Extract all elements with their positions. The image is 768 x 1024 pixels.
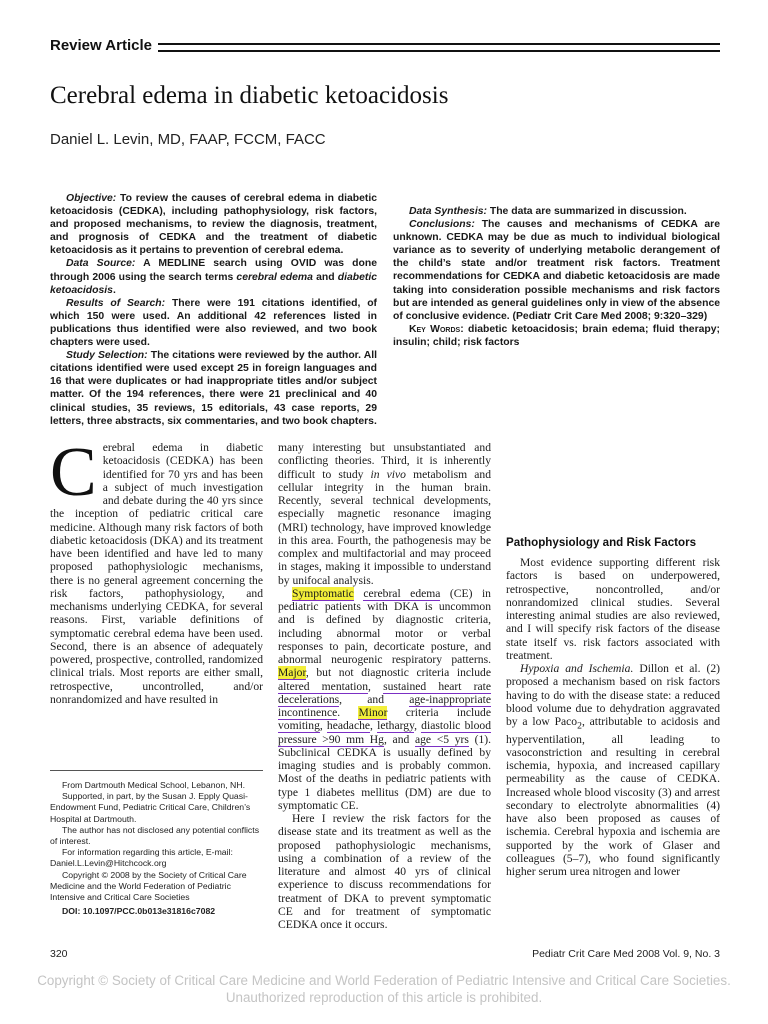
evidence-paragraph [506,556,720,662]
abstract-objective [50,192,377,257]
journal-info: Pediatr Crit Care Med 2008 Vol. 9, No. 3 [532,948,720,960]
synthesis-label: Data Synthesis: [409,206,487,217]
criteria-text: criteria include [405,706,491,719]
abstract-left-column [50,192,377,428]
underline-headache: headache [326,719,371,733]
study-text: The citations were reviewed by the author. All citations identified were used except 25 in foreign languages and 16 that were duplicates or had inappropriate titles and/or subject matter. Of the 194 references, there were 21 preclinical and 40 clinical studies, 35 reviews, 15 editorials, 43 case reports, 29 letters, three abstracts, six commentaries, and two book chapters. [50,350,378,427]
hypoxia-paragraph [506,662,720,878]
footnote-contact: For information regarding this article, E-mail: Daniel.L.Levin@Hitchcock.org [50,847,233,869]
abstract-study-selection [50,349,377,428]
study-label: Study Selection: [66,350,148,362]
criteria-text: , and [383,732,410,746]
col3-spacer [506,441,720,521]
results-text: There were 191 citations identified, of which 150 were used. An additional 42 references listed in publications thus identified were also reviewed, and two book chapters were used. [50,297,377,349]
body-column-3 [506,441,720,878]
abstract-right-column [393,205,720,349]
conclusions-label: Conclusions: [409,219,475,231]
highlight-minor: Minor [358,706,388,719]
underline-incontinence: age-inappropriate incontinence [278,692,491,719]
data-source-term: cerebral edema [236,271,313,283]
drop-cap: C [50,434,97,511]
keywords-label: Key Words: [409,323,464,335]
results-label: Results of Search: [66,297,166,309]
underline-age: age <5 yrs [414,732,469,746]
copyright-line-2: Unauthorized reproduction of this article is prohibited. [225,990,543,1005]
copyright-line-1: Copyright © Society of Critical Care Medicine and World Federation of Pediatric Intensive and Critical Care Societies. [37,973,731,988]
header-rule [158,43,720,52]
underline-diastolic: diastolic blood pressure >90 mm Hg [278,719,492,746]
hypoxia-text: Dillon et al. (2) proposed a mechanism based on risk factors having to do with the disease state: a reduced blood volume due to dehydration aggravated by a low Paco [506,662,720,728]
hypoxia-text: , attributable to acidosis and hyperventilation, all leading to vasoconstriction and resulting in cerebral ischemia, hypoxia, and increased capillary permeability as the cause of CEDKA. Increased whole blood viscosity (3) and arrest secondary to electrolyte abnormalities (4) have also been proposed as causes of ischemia. Cerebral hypoxia and ischemia are supported by the work of Glaser and colleagues (5–7), who found significantly higher serum urea nitrogen and lower [506,715,720,879]
underline-vomiting: vomiting [278,719,320,733]
subscript-2: 2 [577,720,582,732]
objective-label: Objective: [66,193,117,204]
section-label: Review Article [50,36,152,54]
abstract-results [50,297,377,349]
criteria-text: (CE) in pediatric patients with DKA is uncommon and is defined by diagnostic criteria, including abnormal motor or verbal responses to pain, decorticate posture, and abnormal neurogenic respiratory patterns. [278,586,491,666]
abstract-synthesis [393,205,720,218]
synthesis-text: The data are summarized in discussion. [489,206,687,217]
criteria-text: , and [339,692,385,706]
intro-cont-text: metabolism and cellular integrity in the human brain. Recently, several technical developments, especially magnetic resonance imaging (MRI) technology, have improved knowledge in this area. Fourth, the pathogenesis may be complex and multifactorial and may proceed in stages, making it impossible to understand by unifocal analysis. [278,467,491,587]
footnote-copyright: Copyright © 2008 by the Society of Critical Care Medicine and the World Federation of Pediatric Intensive and Critical Care Societies [50,869,247,903]
body-column-1 [50,434,263,706]
pathophysiology-heading: Pathophysiology and Risk Factors [506,536,697,549]
highlight-symptomatic: Symptomatic [292,586,354,600]
intro-continuation [278,441,491,587]
conclusions-text: The causes and mechanisms of CEDKA are unknown. CEDKA may be due as much to individual biological variance as to severity of underlying metabolic derangement of the child’s state and/or treatment risk factors. Treatment recommendations for CEDKA and diabetic ketoacidosis are made taking into consideration possible mechanisms and risk factors but are intended as general guidelines only in view of the absence of conclusive evidence. (Pediatr Crit Care Med 2008; 9:320–329) [393,219,720,322]
criteria-text: . [337,706,341,719]
footnote-affiliation: From Dartmouth Medical School, Lebanon, NH. [62,780,246,790]
intro-paragraph [50,434,263,706]
footnote-conflict: The author has not disclosed any potential conflicts of interest. [50,824,260,847]
footnote-rule [50,770,263,771]
footnote-doi: DOI: 10.1097/PCC.0b013e31816c7082 [62,906,216,917]
copyright-watermark [0,972,768,1006]
in-vivo-term: in vivo [370,467,406,481]
article-title: Cerebral edema in diabetic ketoacidosis [50,82,449,109]
footnotes [50,780,263,917]
criteria-text: , but not diagnostic criteria include [305,666,491,680]
underline-heart-rate: sustained heart rate decelerations [278,679,491,706]
data-source-text: A MEDLINE search using OVID was done through 2006 using the search terms [50,258,377,283]
underline-lethargy: lethargy [377,719,415,733]
criteria-paragraph: Symptomatic cerebral edema (CE) in pediatric patients with DKA is uncommon and is defined by diagnostic criteria, including abnormal motor or verbal responses to pain, decorticate posture, and abnormal neurogenic respiratory patterns. Major, but not diagnostic criteria include altered mentation, sustained heart rate decelerations, and age-inappropriate incontinence. Minor criteria include vomiting, headache, lethargy, diastolic blood pressure >90 mm Hg, and age <5 yrs (1). Subclinical CEDKA is usually defined by imaging studies and is probably common. Most of the deaths in pediatric patients with type 1 diabetes mellitus (DM) are due to symptomatic CE. [278,586,492,812]
data-source-term: diabetic ketoacidosis [50,271,378,296]
keywords-text: diabetic ketoacidosis; brain edema; fluid therapy; insulin; child; risk factors [393,323,720,348]
body-column-2 [278,441,491,931]
underline-cerebral-edema: cerebral edema [363,586,441,600]
data-source-label: Data Source: [66,258,136,270]
abstract-keywords [393,323,720,349]
abstract-data-source: Data Source: A MEDLINE search using OVID was done through 2006 using the search terms cerebral edema and diabetic ketoacidosis. [50,258,378,296]
footnote-support: Supported, in part, by the Susan J. Epply Quasi-Endowment Fund, Pediatric Critical Care, Children’s Hospital at Dartmouth. [50,791,251,824]
intro-text: erebral edema in diabetic ketoacidosis (CEDKA) has been identified for 70 yrs and has been a subject of much investigation and debate during the 40 yrs since the inception of pediatric critical care medicine. Although many risk factors of both diabetic ketoacidosis (DKA) and its treatment have been identified and have led to many proposed pathophysiologic mechanisms, there is no general agreement concerning the risk factors, pathophysiology, and mechanisms underlying CEDKA, for several reasons. First, variable definitions of symptomatic cerebral edema have been used. Second, there is an absence of adequately powered, prospective, controlled, randomized clinical trials. Most reports are either small, retrospective, uncontrolled, and/or nonrandomized and have resulted in [50,441,263,706]
hypoxia-label: Hypoxia and Ischemia. [520,662,634,675]
highlight-major: Major [278,666,306,680]
evidence-text: Most evidence supporting different risk factors is based on underpowered, retrospective, noncontrolled, and/or nonrandomized clinical studies. Several interesting animal studies are also reviewed, and I will specify risk factors of the disease state itself vs. risk factors associated with treatment. [506,556,720,662]
page-header [50,34,720,56]
review-text: Here I review the risk factors for the disease state and its treatment as well as the proposed pathophysiologic mechanisms, using a combination of a review of the literature and almost 40 yrs of clinical experience to discuss recommendations for treatment of DKA to prevent symptomatic CE and for treatment of symptomatic CEDKA once it occurs. [278,812,491,931]
data-source-and: and [316,271,335,283]
underline-altered-mentation: altered mentation [278,679,369,693]
review-paragraph [278,812,491,931]
intro-cont-text: many interesting but unsubstantiated and conflicting theories. Third, it is inherently difficult to study [278,441,491,481]
page-number: 320 [50,948,68,960]
abstract-conclusions [393,218,720,323]
author-line: Daniel L. Levin, MD, FAAP, FCCM, FACC [50,131,326,148]
criteria-text: (1). Subclinical CEDKA is usually defined by imaging studies and is probably common. Most of the deaths in pediatric patients with type 1 diabetes mellitus (DM) are due to symptomatic CE. [278,732,491,812]
objective-text: To review the causes of cerebral edema in diabetic ketoacidosis (CEDKA), including pathophysiology, risk factors, and proposed mechanisms, to review the diagnosis, treatment, and prognosis of CEDKA and the treatment of diabetic ketoacidosis as it pertains to prevention of cerebral edema. [50,193,377,257]
